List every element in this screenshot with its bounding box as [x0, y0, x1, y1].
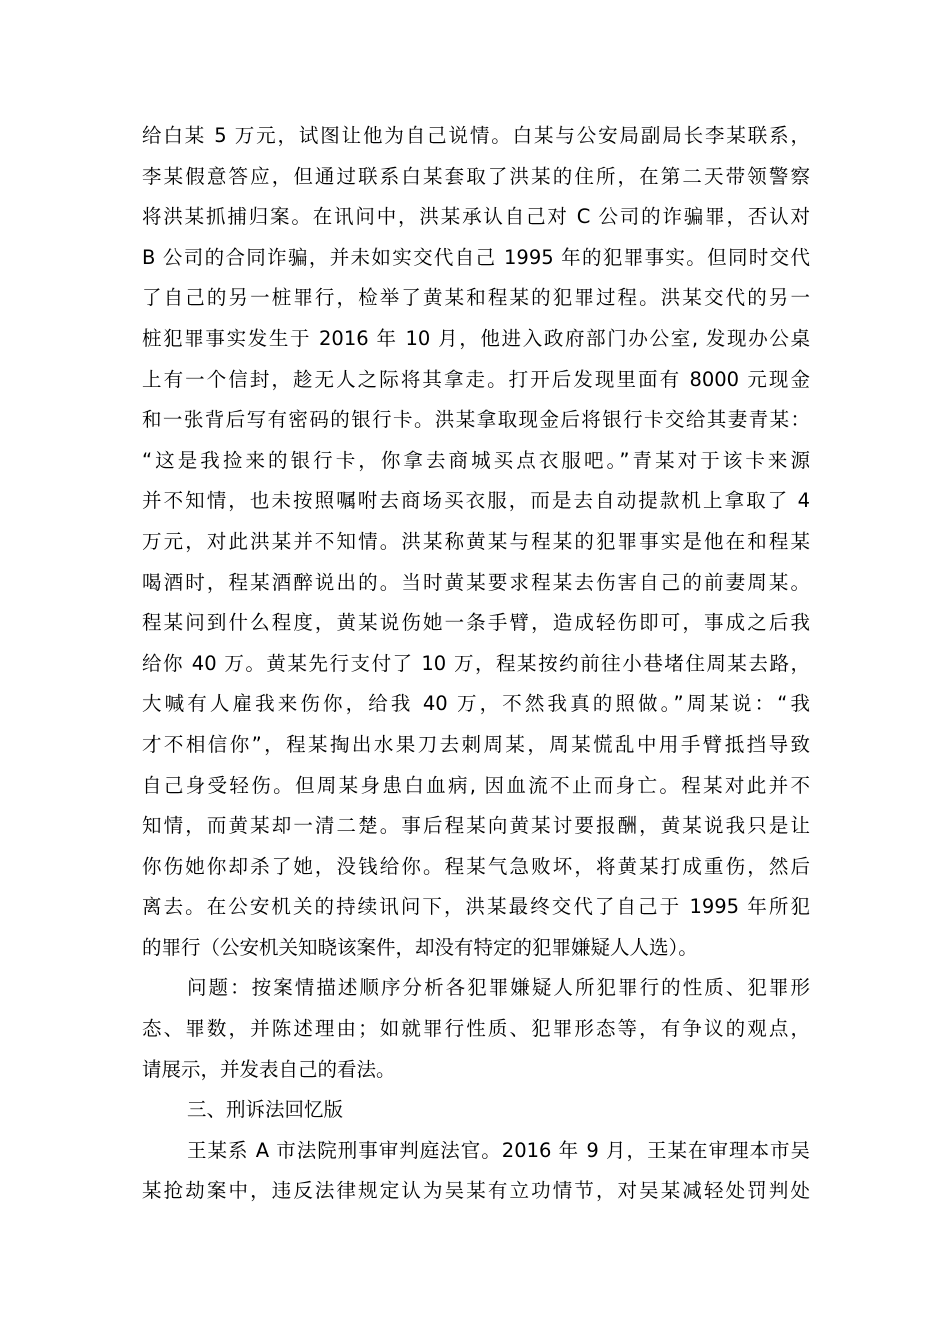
text-line: 请展示，并发表自己的看法。	[142, 1057, 396, 1081]
text-line: 你伤她你却杀了她，没钱给你。程某气急败坏，将黄某打成重伤，然后	[142, 854, 810, 878]
text-line: 给白某 5 万元，试图让他为自己说情。白某与公安局副局长李某联系，	[142, 124, 810, 147]
text-line: 自己身受轻伤。但周某身患白血病, 因血流不止而身亡。程某对此并不	[142, 773, 810, 797]
text-line: 了自己的另一桩罪行，检举了黄某和程某的犯罪过程。洪某交代的另一	[142, 286, 810, 310]
text-line: 喝酒时，程某酒醉说出的。当时黄某要求程某去伤害自己的前妻周某。	[142, 570, 810, 594]
text-line: 态、罪数，并陈述理由；如就罪行性质、犯罪形态等，有争议的观点，	[142, 1017, 810, 1041]
paragraph-question	[142, 968, 810, 1090]
text-line: 离去。在公安机关的持续讯问下，洪某最终交代了自己于 1995 年所犯	[142, 895, 810, 919]
text-line: 程某问到什么程度，黄某说伤她一条手臂，造成轻伤即可，事成之后我	[142, 611, 810, 635]
text-line: 王某系 A 市法院刑事审判庭法官。2016 年 9 月，王某在审理本市吴	[187, 1138, 810, 1162]
text-line: 将洪某抓捕归案。在讯问中，洪某承认自己对 C 公司的诈骗罪，否认对	[142, 205, 810, 229]
text-line: 上有一个信封，趁无人之际将其拿走。打开后发现里面有 8000 元现金	[142, 367, 810, 391]
text-line: 的罪行（公安机关知晓该案件，却没有特定的犯罪嫌疑人人选）。	[142, 935, 698, 959]
text-line: 和一张背后写有密码的银行卡。洪某拿取现金后将银行卡交给其妻青某：	[142, 408, 810, 432]
paragraph-case-facts	[142, 116, 810, 968]
heading-line: 三、刑诉法回忆版	[187, 1098, 344, 1122]
text-line: 某抢劫案中，违反法律规定认为吴某有立功情节，对吴某减轻处罚判处	[142, 1179, 810, 1203]
paragraph-criminal-procedure-case	[142, 1131, 810, 1212]
text-line: 李某假意答应，但通过联系白某套取了洪某的住所，在第二天带领警察	[142, 164, 810, 188]
text-line: “这是我捡来的银行卡，你拿去商城买点衣服吧。”青某对于该卡来源	[142, 448, 810, 472]
text-line: B 公司的合同诈骗，并未如实交代自己 1995 年的犯罪事实。但同时交代	[142, 245, 810, 269]
text-line: 万元，对此洪某并不知情。洪某称黄某与程某的犯罪事实是他在和程某	[142, 529, 810, 553]
section-heading	[142, 1090, 810, 1131]
text-line: 大喊有人雇我来伤你，给我 40 万，不然我真的照做。”周某说：“我	[142, 692, 810, 716]
text-line: 知情，而黄某却一清二楚。事后程某向黄某讨要报酬，黄某说我只是让	[142, 814, 810, 838]
text-line: 才不相信你”，程某掏出水果刀去刺周某，周某慌乱中用手臂抵挡导致	[142, 732, 810, 756]
document-body	[142, 116, 810, 1212]
text-line: 问题：按案情描述顺序分析各犯罪嫌疑人所犯罪行的性质、犯罪形	[187, 976, 810, 1000]
text-line: 桩犯罪事实发生于 2016 年 10 月，他进入政府部门办公室, 发现办公桌	[142, 326, 810, 350]
text-line: 给你 40 万。黄某先行支付了 10 万，程某按约前往小巷堵住周某去路，	[142, 651, 810, 675]
text-line: 并不知情，也未按照嘱咐去商场买衣服，而是去自动提款机上拿取了 4	[142, 489, 810, 513]
